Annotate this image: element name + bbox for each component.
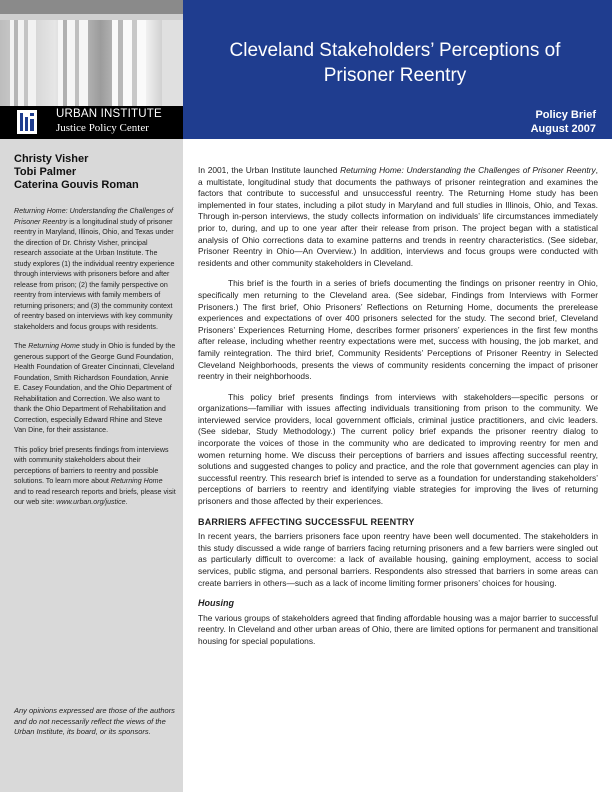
sidebar-paragraph-study: Returning Home: Understanding the Challenges of Prisoner Reentry is a longitudinal study of prisoner reentry in Maryland, Illinois, Ohio, and Texas under the direction of Dr. Christy Visher, principal research associate at the Urban Institute. The study explores (1) the individual reentry experience through interviews with prisoners before and after release from prison; (2) the family perspective on reentry from interviews with family members of returning prisoners; and (3) the community context of reentry based on interviews with key community stakeholders and focus groups with residents. <box>14 207 175 331</box>
title-line-2: Prisoner Reentry <box>323 65 467 86</box>
author-name: Tobi Palmer <box>14 166 77 178</box>
subheading-housing: Housing <box>198 598 234 609</box>
brief-date: August 2007 <box>530 123 596 135</box>
main-paragraph-barriers: In recent years, the barriers prisoners face upon reentry have been well documented. The stakeholders in this study discussed a wide range of barriers facing returning prisoners and a few barriers were singled out as particularly difficult to overcome: a lack of available housing, gaining employment, access to social services, public stigma, and personal barriers. Respondents also stressed that barriers in some areas can create barriers in others—such as a lack of income limiting former prisoners’ choices for housing. <box>198 531 598 588</box>
columns-photo <box>0 0 183 106</box>
brief-type: Policy Brief <box>535 109 596 121</box>
disclaimer: Any opinions expressed are those of the authors and do not necessarily reflect the views of the Urban Institute, its board, or its sponsors. <box>14 706 175 737</box>
sidebar-paragraph-funding: The Returning Home study in Ohio is funded by the generous support of the George Gund Foundation, Health Foundation of Greater Cincinnati, Cleveland Foundation, Smith Richardson Foundation, Annie E. Casey Foundation, and the Ohio Department of Rehabilitation and Correction. We also want to thank the Ohio Department of Rehabilitation and Correction, especially Edward Rhine and Steve Van Dine, for their assistance. <box>14 342 176 434</box>
main-paragraph-housing: The various groups of stakeholders agreed that finding affordable housing was a major barrier to successful reentry. In Cleveland and other urban areas of Ohio, there are limited options for permanent and transitional housing for special populations. <box>198 612 598 646</box>
main-content <box>198 165 598 657</box>
sidebar-paragraph-learn-more: This policy brief presents findings from interviews with community stakeholders about their perceptions of barriers to reentry and possible solutions. To learn more about Returning Home and to read research reports and briefs, please visit our web site: www.urban.org/justice. <box>14 445 176 506</box>
author-name: Christy Visher <box>14 153 89 165</box>
main-paragraph-findings: This policy brief presents findings from interviews with stakeholders—specific persons or organizations—familiar with issues affecting individuals transitioning from prison to the community. We interviewed service providers, local government officials, criminal justice practitioners, and civic leaders. (See sidebar, Study Methodology.) The current policy brief expands the prisoner reentry dialog to incorporate the voices of those in the community who are dedicated to improving reentry for men and women returning home. We discuss their perceptions of barriers and issues affecting successful reentry, solutions and suggested changes to policy and practice, and the role that government agencies can play in successful reentry. This research brief is intended to serve as a foundation for understanding stakeholders’ perceptions of barriers to reentry and identifying viable strategies for improving the lives of returning prisoners and those affected by their experiences. <box>198 391 598 507</box>
urban-institute-logo-icon <box>17 110 37 134</box>
website-link[interactable]: www.urban.org/justice <box>56 498 126 506</box>
main-paragraph-intro: In 2001, the Urban Institute launched Returning Home: Understanding the Challenges of Prisoner Reentry, a multistate, longitudinal study that documents the pathways of prisoner reintegration and examines the factors that contribute to successful and unsuccessful reentry. The Returning Home study has been implemented in four states, including a pilot study in Maryland and full studies in Illinois, Ohio, and Texas. Through in-person interviews, the study collects information on individuals’ life circumstances immediately prior to, during, and up to one year after their release from prison. The project began with a statistical analysis of Ohio corrections data to examine patterns and trends in reentry characteristics. (See sidebar, Prisoner Reentry in Ohio—An Overview.) In addition, interviews and focus groups were conducted with residents and other community stakeholders in Cleveland. <box>198 165 598 268</box>
org-center: Justice Policy Center <box>56 122 149 134</box>
org-name: URBAN INSTITUTE <box>56 108 162 120</box>
section-heading-barriers: BARRIERS AFFECTING SUCCESSFUL REENTRY <box>198 516 415 527</box>
authors-list <box>14 153 139 192</box>
author-name: Caterina Gouvis Roman <box>14 179 139 191</box>
page-title <box>200 38 590 88</box>
main-paragraph-series: This brief is the fourth in a series of briefs documenting the findings on prisoner reentry in Ohio, specifically men returning to the Cleveland area. (See sidebar, Findings from Interviews with Former Prisoners.) The first brief, Ohio Prisoners’ Reflections on Returning Home, documents the prerelease experiences and expectations of over 400 prisoners selected for the study. The second brief, Cleveland Prisoners’ Experiences Returning Home, describes former prisoners’ experiences in the first few months after release, including whether reentry expectations were met, success with housing, the job market, and family reintegration. The third brief, Community Residents’ Perceptions of Prisoner Reentry in Selected Cleveland Neighborhoods, presents the views of community residents concerning the impact of prisoner reentry in their neighborhoods. <box>198 278 598 382</box>
title-line-1: Cleveland Stakeholders’ Perceptions of <box>229 40 561 61</box>
sidebar-text <box>14 206 176 517</box>
